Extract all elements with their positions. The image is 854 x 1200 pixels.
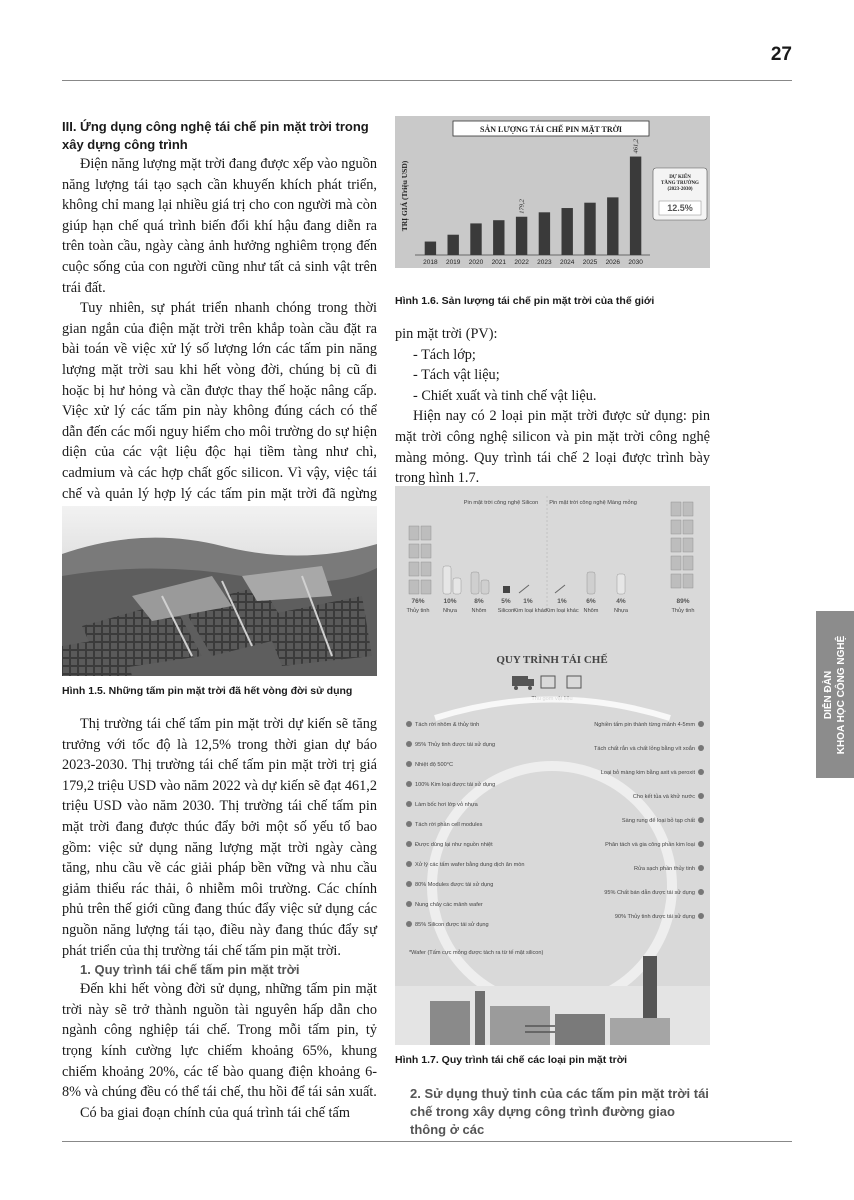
film-pct: 89% [676, 598, 690, 605]
silicon-column-title: Pin mặt trời công nghệ Silicon [463, 500, 539, 506]
step-bullet-icon [698, 913, 704, 919]
figure-1-5-caption: Hình 1.5. Những tấm pin mặt trời đã hết vòng đời sử dụng [62, 685, 353, 697]
x-tick-label: 2021 [491, 259, 507, 266]
silicon-lbl: Kim loại khác [513, 608, 547, 614]
step-bullet-icon [406, 901, 412, 907]
bar-2022 [516, 217, 527, 255]
side-tab-line1: DIỄN ĐÀN [823, 670, 834, 719]
solar-panel-waste-photo [62, 506, 377, 676]
infographic-canvas [395, 486, 710, 1045]
step-bullet-icon [698, 745, 704, 751]
x-tick-label: 2025 [582, 259, 598, 266]
bar-2024 [562, 208, 573, 255]
step-bullet-icon [406, 761, 412, 767]
wafer-footnote: *Wafer (Tấm cực mỏng được tách ra từ tế mặt silicon) [409, 950, 544, 956]
x-tick-label: 2020 [468, 259, 484, 266]
silicon-chip-icon [503, 586, 510, 593]
list-item: - Chiết xuất và tinh chế vật liệu. [413, 387, 597, 404]
bar-2021 [493, 220, 504, 255]
silicon-pct: 76% [411, 598, 425, 605]
x-tick-label: 2018 [423, 259, 438, 266]
step-bullet-icon [406, 841, 412, 847]
film-lbl: Nhôm [583, 608, 599, 614]
x-tick-label: 2023 [537, 259, 552, 266]
x-tick-label: 2030 [628, 259, 643, 266]
growth-callout-title: DỰ KIẾN TĂNG TRƯỞNG (2023-2030) [661, 175, 699, 192]
process-step: 85% Silicon được tái sử dụng [415, 922, 489, 928]
film-pct: 6% [586, 598, 596, 605]
factory-illustration [395, 956, 710, 1045]
side-tab-label [822, 635, 848, 754]
process-step: Tách rời phần cell modules [415, 822, 483, 828]
process-step: Tách chất rắn và chất lỏng bằng vít xoắn [593, 746, 695, 752]
bar-2020 [470, 223, 481, 255]
process-step: Nhiệt độ 500°C [415, 762, 453, 768]
x-tick-label: 2026 [605, 259, 621, 266]
silicon-pct: 1% [523, 598, 533, 605]
section-side-tab [816, 611, 854, 778]
material-percentages [411, 598, 689, 605]
bar-2026 [607, 197, 618, 255]
process-step: 80% Modules được tái sử dụng [415, 882, 494, 888]
film-pct: 4% [616, 598, 626, 605]
subheading-glass-reuse: 2. Sử dụng thuỷ tinh của các tấm pin mặt trời tái chế trong xây dựng công trình đường giao thông ở các [410, 1086, 709, 1137]
film-plastic-bottles [617, 574, 625, 594]
header-rule [62, 80, 792, 81]
bar-2025 [584, 203, 595, 255]
process-step: Nghiền tấm pin thành từng mảnh 4-5mm [594, 722, 695, 728]
bar-2023 [539, 212, 550, 255]
paragraph: Điện năng lượng mặt trời đang được xếp vào nguồn năng lượng tái tạo sạch cần khuyến khích phát triển, không chỉ mang lại nhiều giá trị cho con người mà còn giúp hạn chế quá trình biến đổi khí hậu đang diễn ra trên toàn cầu, ngày càng ảnh hưởng nghiêm trọng đến cuộc sống của con người cũng như tất cả sinh vật trên trái đất. [62, 156, 377, 296]
step-bullet-icon [406, 741, 412, 747]
silicon-lbl: Thủy tinh [406, 608, 430, 614]
process-step: 95% Chất bán dẫn được tái sử dụng [604, 890, 695, 896]
step-bullet-icon [698, 865, 704, 871]
data-label: 461,2 [632, 138, 640, 154]
process-step: 100% Kim loại được tái sử dụng [415, 782, 496, 788]
chart-title: SẢN LƯỢNG TÁI CHẾ PIN MẶT TRỜI [480, 125, 622, 134]
step-bullet-icon [406, 881, 412, 887]
film-pct: 1% [557, 598, 567, 605]
silicon-pct: 10% [443, 598, 457, 605]
bar-2019 [448, 235, 459, 255]
film-lbl: Thủy tinh [671, 608, 695, 614]
paragraph: Có ba giai đoạn chính của quá trình tái chế tấm [80, 1104, 350, 1121]
paragraph: Thị trường tái chế tấm pin mặt trời dự kiến sẽ tăng trưởng với tốc độ là 12,5% trong thời gian dự báo 2023-2030. Thị trường tái chế tấm pin mặt trời trị giá 179,2 triệu USD vào năm 2022 và dự kiến sẽ đạt 461,2 triệu USD vào năm 2030. Thị trường tái chế tấm pin mặt trời đang được thúc đẩy bởi một số yếu tố bao gồm: việc sử dụng năng lượng mặt trời ngày càng tăng, nhu cầu về các giải pháp bền vững và nhu cầu giảm thiểu rác thải, ô nhiễm môi trường. Các chính phủ trên thế giới cũng đang thúc đẩy việc sử dụng các nguồn năng lượng tái tạo, điều này đang thúc đẩy sự phát triển của thị trường tái chế tấm pin mặt trời. [62, 716, 377, 959]
silicon-pct: 5% [501, 598, 511, 605]
side-tab-line2: KHOA HỌC CÔNG NGHỆ [836, 635, 847, 754]
paragraph: pin mặt trời (PV): [395, 326, 498, 342]
process-step: 95% Thủy tinh được tái sử dụng [415, 742, 496, 748]
data-label: 179,2 [518, 199, 526, 214]
right-column-text [395, 324, 710, 489]
panel-icon [567, 676, 581, 688]
step-bullet-icon [406, 861, 412, 867]
step-bullet-icon [406, 921, 412, 927]
list-item: - Tách lớp; [413, 346, 476, 363]
truck-icon [512, 676, 534, 690]
process-step: Sàng rung để loại bỏ tạp chất [621, 818, 695, 824]
material-labels [406, 607, 694, 614]
left-column-top [62, 118, 377, 525]
x-tick-label: 2019 [445, 259, 461, 266]
y-axis-label: TRỊ GIÁ (Triệu USD) [400, 160, 409, 232]
figure-1-7-caption: Hình 1.7. Quy trình tái chế các loại pin mặt trời [395, 1054, 628, 1066]
thin-film-column-title: Pin mặt trời công nghệ Màng mỏng [549, 500, 637, 506]
step-bullet-icon [698, 841, 704, 847]
recycling-process-infographic [395, 486, 710, 1045]
step-bullet-icon [406, 781, 412, 787]
x-tick-label: 2024 [559, 259, 575, 266]
paragraph: Hiện nay có 2 loại pin mặt trời được sử dụng: pin mặt trời công nghệ silicon và pin mặt trời công nghệ màng mỏng. Quy trình tái chế 2 loại được trình bày trong hình 1.7. [395, 408, 710, 487]
metal-rod-icon-film [555, 585, 565, 593]
process-step: Làm bốc hơi lớp vỏ nhựa [415, 802, 478, 808]
step-bullet-icon [698, 817, 704, 823]
silicon-lbl: Nhôm [471, 608, 487, 614]
infographic-title: QUY TRÌNH TÁI CHẾ [496, 654, 608, 666]
silicon-plastic-bottles [443, 566, 461, 594]
step-bullet-icon [406, 801, 412, 807]
x-tick-label: 2022 [514, 259, 529, 266]
film-glass-jars [671, 502, 693, 588]
step-bullet-icon [698, 769, 704, 775]
process-step: Phân tách và gia công phần kim loại [605, 842, 695, 848]
process-step: Nung chảy các mảnh wafer [415, 902, 483, 908]
silicon-lbl: Nhựa [442, 608, 458, 614]
process-step: Loại bỏ màng kim bằng axit và peroxit [600, 770, 695, 776]
step-bullet-icon [406, 721, 412, 727]
paragraph: Tuy nhiên, sự phát triển nhanh chóng trong thời gian ngắn của điện mặt trời trên khắp toàn cầu đặt ra bài toán về việc xử lý số lượng lớn các tấm pin năng lượng mặt trời sau khi hết vòng đời, chúng bị cũ đi hoặc bị hư hỏng và cần được thay thế hoặc nâng cấp. Việc xử lý các tấm pin này không đúng cách có thể dẫn đến các mối nguy hiểm cho môi trường do sự hiện diện của các vật liệu độc hại tiềm tàng như chì, cadmium và các hợp chất gốc silicon. Vì vậy, việc tái chế và quản lý hợp lý các tấm pin mặt trời đã ngừng [62, 300, 377, 502]
silicon-glass-jars [409, 526, 431, 594]
step-bullet-icon [406, 821, 412, 827]
process-step: 90% Thủy tinh được tái sử dụng [614, 914, 695, 920]
bar-2030 [630, 157, 641, 255]
figure-1-6-caption: Hình 1.6. Sản lượng tái chế pin mặt trời của thế giới [395, 295, 655, 307]
panel-icon [541, 676, 555, 688]
recycling-stages-list [395, 345, 710, 407]
metal-rod-icon [519, 585, 529, 593]
flow-arc [435, 700, 670, 719]
chart-canvas [395, 116, 710, 268]
silicon-process-steps [406, 721, 524, 928]
thin-film-process-steps [594, 721, 704, 920]
film-lbl: Kim loại khác [545, 608, 579, 614]
silicon-pct: 8% [474, 598, 484, 605]
growth-value: 12.5% [667, 203, 693, 213]
list-item: - Tách vật liệu; [413, 367, 500, 384]
process-step: Tách rời nhôm & thủy tinh [415, 722, 480, 728]
left-column-bottom [62, 714, 377, 1123]
silicon-aluminium-cans [471, 572, 489, 594]
silicon-lbl: Silicon [497, 608, 515, 614]
film-aluminium-cans [587, 572, 595, 594]
bar-2018 [425, 242, 436, 255]
recycling-output-chart [395, 116, 710, 268]
page-number: 27 [770, 44, 792, 65]
subheading-recycling-process: 1. Quy trình tái chế tấm pin mặt trời [80, 962, 300, 978]
paragraph: Đến khi hết vòng đời sử dụng, những tấm pin mặt trời này sẽ trở thành nguồn tài nguyên hấp dẫn cho ngành công nghiệp tái chế. Trong mỗi tấm pin, tỷ trọng kính cường lực chiếm khoảng 65%, khung chiếm khoảng 20%, các tế bào quang điện khoảng 6-8% và chúng đều có thể tái chế, thu hồi để tái sản xuất. [62, 981, 377, 1101]
step-bullet-icon [698, 793, 704, 799]
footer-rule [62, 1141, 792, 1142]
process-step: Xử lý các tấm wafer bằng dung dịch ăn mòn [415, 862, 525, 868]
step-bullet-icon [698, 889, 704, 895]
film-lbl: Nhựa [613, 608, 629, 614]
collect-label: Thu gom vật liệu [531, 696, 573, 702]
process-step: Rửa sạch phần thủy tinh [634, 866, 695, 872]
step-bullet-icon [698, 721, 704, 727]
bars-group [423, 138, 643, 266]
process-step: Cho kết tủa và khử nước [632, 794, 695, 800]
process-step: Được dùng lại như nguồn nhiệt [415, 842, 493, 848]
section-heading: III. Ứng dụng công nghệ tái chế pin mặt trời trong xây dựng công trình [62, 119, 369, 152]
